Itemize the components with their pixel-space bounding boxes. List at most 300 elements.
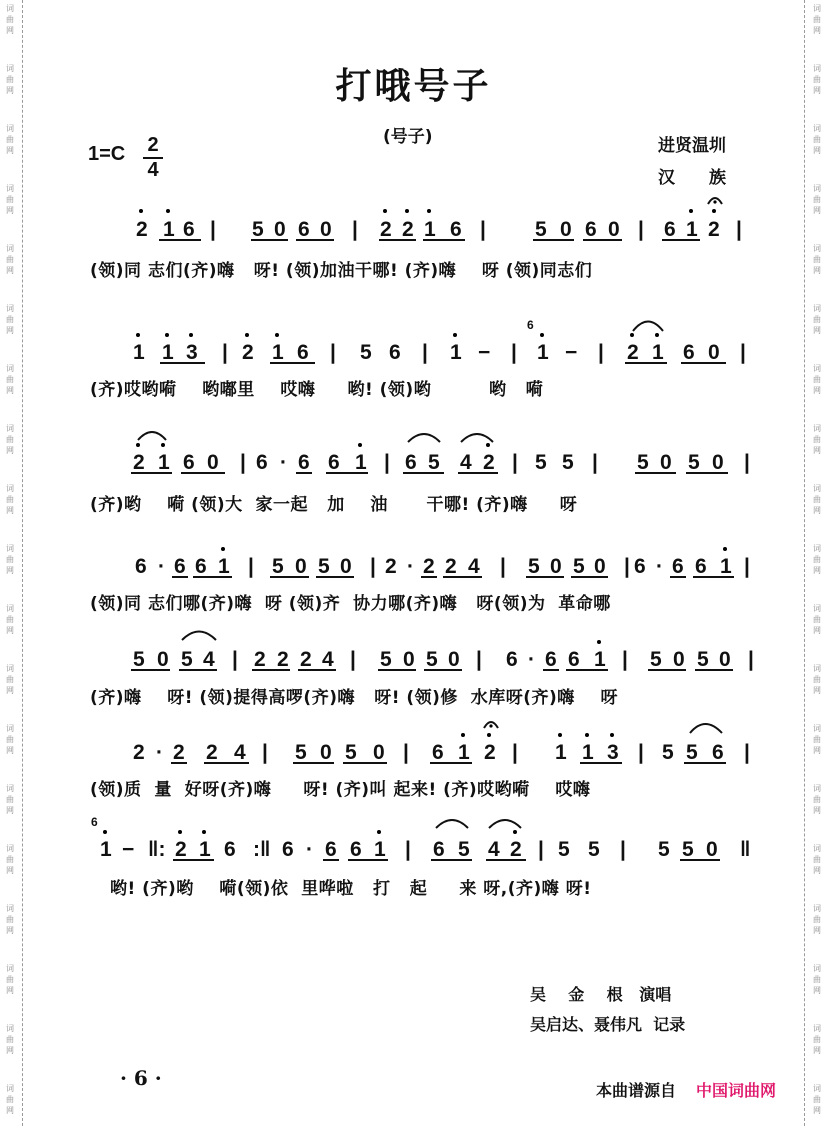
svg-text:5: 5 <box>528 555 540 578</box>
right-watermark-glyph: 词 <box>813 964 821 973</box>
svg-text:3: 3 <box>607 741 619 764</box>
svg-text:|: | <box>500 555 506 578</box>
svg-text:1: 1 <box>594 648 606 671</box>
recorder-credit: 吴启达、聂伟凡 记录 <box>530 1015 686 1034</box>
left-watermark-glyph: 曲 <box>6 1095 14 1104</box>
svg-text:|: | <box>405 838 411 861</box>
svg-text:|: | <box>476 648 482 671</box>
lyric-line-6: (领)质 量 好呀(齐)嗨 呀! (齐)叫 起来! (齐)哎哟嗬 哎嗨 <box>90 780 591 800</box>
left-watermark-glyph: 网 <box>6 266 14 275</box>
left-watermark-glyph: 词 <box>6 544 14 553</box>
svg-text:0: 0 <box>706 838 718 861</box>
svg-text:|: | <box>512 451 518 474</box>
svg-text:0: 0 <box>719 648 731 671</box>
right-watermark-glyph: 网 <box>813 146 821 155</box>
svg-text:4: 4 <box>203 648 215 671</box>
left-watermark-glyph: 曲 <box>6 1035 14 1044</box>
svg-text:|: | <box>748 648 754 671</box>
right-watermark-glyph: 曲 <box>813 615 821 624</box>
svg-text:·: · <box>280 451 287 474</box>
right-watermark-glyph: 词 <box>813 1024 821 1033</box>
svg-text:0: 0 <box>295 555 307 578</box>
svg-text:1: 1 <box>424 218 436 241</box>
svg-text:5: 5 <box>426 648 438 671</box>
right-watermark-glyph: 词 <box>813 304 821 313</box>
left-watermark-glyph: 网 <box>6 206 14 215</box>
left-watermark-glyph: 网 <box>6 26 14 35</box>
right-watermark-glyph: 词 <box>813 184 821 193</box>
left-watermark-glyph: 曲 <box>6 915 14 924</box>
svg-text:|: | <box>638 741 644 764</box>
svg-text:0: 0 <box>708 341 720 364</box>
svg-text:6: 6 <box>506 648 518 671</box>
singer-credit: 吴 金 根 演唱 <box>530 985 672 1004</box>
left-watermark-glyph: 词 <box>6 844 14 853</box>
svg-text:|: | <box>352 218 358 241</box>
right-watermark-glyph: 网 <box>813 566 821 575</box>
svg-text:0: 0 <box>320 218 332 241</box>
svg-text:‖:: ‖: <box>148 838 166 861</box>
svg-text:5: 5 <box>380 648 392 671</box>
svg-text:5: 5 <box>662 741 674 764</box>
svg-text:0: 0 <box>448 648 460 671</box>
left-watermark-glyph: 曲 <box>6 555 14 564</box>
svg-text:6: 6 <box>325 838 337 861</box>
svg-text:6: 6 <box>195 555 207 578</box>
left-watermark-glyph: 词 <box>6 904 14 913</box>
svg-text:1: 1 <box>450 341 462 364</box>
svg-text:−: − <box>565 341 578 364</box>
right-watermark-glyph: 词 <box>813 124 821 133</box>
right-watermark-glyph: 词 <box>813 784 821 793</box>
svg-text:3: 3 <box>186 341 198 364</box>
left-watermark-glyph: 词 <box>6 304 14 313</box>
notation-row-1 <box>136 198 742 241</box>
lyric-line-5: (齐)嗨 呀! (领)提得高啰(齐)嗨 呀! (领)修 水库呀(齐)嗨 呀 <box>90 688 618 708</box>
svg-text:|: | <box>480 218 486 241</box>
right-watermark-glyph: 曲 <box>813 915 821 924</box>
left-watermark-glyph: 词 <box>6 4 14 13</box>
svg-text:|: | <box>240 451 246 474</box>
right-watermark-glyph: 曲 <box>813 195 821 204</box>
song-origin: 进贤温圳 <box>658 136 726 156</box>
left-watermark-glyph: 词 <box>6 604 14 613</box>
right-watermark-glyph: 网 <box>813 1046 821 1055</box>
svg-text:2: 2 <box>708 218 720 241</box>
svg-text:|: | <box>511 341 517 364</box>
svg-text:6: 6 <box>527 318 534 332</box>
right-watermark-glyph: 网 <box>813 206 821 215</box>
svg-text:0: 0 <box>157 648 169 671</box>
svg-text:6: 6 <box>683 341 695 364</box>
right-watermark-glyph: 词 <box>813 364 821 373</box>
svg-text:|: | <box>740 341 746 364</box>
svg-text:|: | <box>232 648 238 671</box>
right-watermark-glyph: 曲 <box>813 795 821 804</box>
svg-text:6: 6 <box>328 451 340 474</box>
svg-text:5: 5 <box>573 555 585 578</box>
right-watermark-glyph: 网 <box>813 26 821 35</box>
svg-text:6: 6 <box>664 218 676 241</box>
left-watermark-glyph: 词 <box>6 724 14 733</box>
svg-text:5: 5 <box>688 451 700 474</box>
svg-text:6: 6 <box>350 838 362 861</box>
svg-text:·: · <box>306 838 313 861</box>
left-watermark-glyph: 网 <box>6 1046 14 1055</box>
svg-text:1: 1 <box>582 741 594 764</box>
left-watermark-glyph: 词 <box>6 664 14 673</box>
svg-text:6: 6 <box>450 218 462 241</box>
left-watermark-glyph: 词 <box>6 64 14 73</box>
left-watermark-glyph: 词 <box>6 244 14 253</box>
svg-text:2: 2 <box>483 451 495 474</box>
svg-text:|: | <box>370 555 376 578</box>
svg-text:6: 6 <box>183 451 195 474</box>
svg-text:5: 5 <box>686 741 698 764</box>
left-watermark-glyph: 曲 <box>6 675 14 684</box>
svg-text:1: 1 <box>162 341 174 364</box>
time-signature-denominator: 4 <box>147 159 159 181</box>
left-watermark-glyph: 网 <box>6 386 14 395</box>
svg-text:5: 5 <box>682 838 694 861</box>
right-watermark-glyph: 网 <box>813 866 821 875</box>
svg-text:1: 1 <box>720 555 732 578</box>
left-watermark-glyph: 词 <box>6 1084 14 1093</box>
left-watermark-glyph: 网 <box>6 446 14 455</box>
svg-text::‖: :‖ <box>253 838 271 861</box>
svg-text:6: 6 <box>585 218 597 241</box>
right-watermark-glyph: 词 <box>813 424 821 433</box>
lyric-line-1: (领)同 志们(齐)嗨 呀! (领)加油干哪! (齐)嗨 呀 (领)同志们 <box>90 261 593 281</box>
svg-text:5: 5 <box>562 451 574 474</box>
svg-text:6: 6 <box>695 555 707 578</box>
svg-text:2: 2 <box>385 555 397 578</box>
svg-text:1: 1 <box>555 741 567 764</box>
svg-text:0: 0 <box>560 218 572 241</box>
left-watermark-glyph: 曲 <box>6 255 14 264</box>
svg-text:2: 2 <box>136 218 148 241</box>
right-watermark-glyph: 词 <box>813 604 821 613</box>
left-watermark-glyph: 网 <box>6 146 14 155</box>
svg-text:6: 6 <box>183 218 195 241</box>
svg-text:|: | <box>210 218 216 241</box>
svg-text:2: 2 <box>445 555 457 578</box>
right-watermark-glyph: 词 <box>813 544 821 553</box>
svg-text:5: 5 <box>535 451 547 474</box>
right-watermark-glyph: 曲 <box>813 1035 821 1044</box>
left-watermark-glyph: 网 <box>6 686 14 695</box>
right-watermark-glyph: 词 <box>813 1084 821 1093</box>
svg-text:0: 0 <box>660 451 672 474</box>
svg-text:5: 5 <box>252 218 264 241</box>
notation-row-3 <box>131 432 750 474</box>
left-watermark-glyph: 曲 <box>6 975 14 984</box>
svg-text:2: 2 <box>173 741 185 764</box>
right-watermark-glyph: 曲 <box>813 675 821 684</box>
svg-text:5: 5 <box>658 838 670 861</box>
right-watermark-glyph: 词 <box>813 724 821 733</box>
svg-text:0: 0 <box>608 218 620 241</box>
notation-row-5 <box>131 632 754 672</box>
svg-text:6: 6 <box>256 451 268 474</box>
svg-text:2: 2 <box>300 648 312 671</box>
svg-text:1: 1 <box>133 341 145 364</box>
left-watermark-glyph: 曲 <box>6 315 14 324</box>
left-watermark-glyph: 曲 <box>6 615 14 624</box>
left-watermark-glyph: 曲 <box>6 855 14 864</box>
right-watermark-glyph: 曲 <box>813 315 821 324</box>
right-watermark-glyph: 词 <box>813 64 821 73</box>
right-watermark-glyph: 词 <box>813 244 821 253</box>
svg-text:0: 0 <box>340 555 352 578</box>
svg-text:−: − <box>122 838 135 861</box>
right-watermark-glyph: 词 <box>813 904 821 913</box>
right-watermark-glyph: 网 <box>813 446 821 455</box>
song-subtitle: (号子) <box>383 127 433 147</box>
svg-text:4: 4 <box>322 648 334 671</box>
left-watermark-glyph: 网 <box>6 806 14 815</box>
right-watermark-glyph: 曲 <box>813 495 821 504</box>
svg-text:1: 1 <box>199 838 211 861</box>
lyric-line-3: (齐)哟 嗬 (领)大 家一起 加 油 干哪! (齐)嗨 呀 <box>90 495 578 515</box>
notation-row-6 <box>133 722 750 764</box>
svg-text:·: · <box>158 555 165 578</box>
svg-text:|: | <box>422 341 428 364</box>
svg-text:·: · <box>656 555 663 578</box>
svg-text:0: 0 <box>320 741 332 764</box>
svg-text:|: | <box>744 741 750 764</box>
right-watermark-glyph: 曲 <box>813 375 821 384</box>
left-watermark-glyph: 曲 <box>6 795 14 804</box>
left-watermark-glyph: 曲 <box>6 195 14 204</box>
svg-text:|: | <box>620 838 626 861</box>
svg-text:2: 2 <box>206 741 218 764</box>
song-ethnicity: 汉 族 <box>658 168 726 188</box>
right-watermark-glyph: 网 <box>813 806 821 815</box>
svg-text:6: 6 <box>712 741 724 764</box>
svg-text:5: 5 <box>428 451 440 474</box>
right-watermark-glyph: 曲 <box>813 255 821 264</box>
left-watermark-glyph: 词 <box>6 184 14 193</box>
left-watermark-glyph: 曲 <box>6 15 14 24</box>
right-watermark-glyph: 词 <box>813 4 821 13</box>
svg-text:−: − <box>478 341 491 364</box>
svg-text:2: 2 <box>242 341 254 364</box>
svg-text:5: 5 <box>697 648 709 671</box>
svg-text:|: | <box>744 451 750 474</box>
page-number: · 6 · <box>120 1066 162 1090</box>
source-brand-link[interactable]: 中国词曲网 <box>696 1081 777 1100</box>
left-watermark-glyph: 词 <box>6 364 14 373</box>
svg-text:6: 6 <box>282 838 294 861</box>
svg-text:5: 5 <box>318 555 330 578</box>
svg-text:1: 1 <box>355 451 367 474</box>
right-watermark-glyph: 网 <box>813 626 821 635</box>
left-watermark-glyph: 网 <box>6 506 14 515</box>
lyric-line-4: (领)同 志们哪(齐)嗨 呀 (领)齐 协力哪(齐)嗨 呀(领)为 革命哪 <box>90 594 611 614</box>
svg-text:2: 2 <box>254 648 266 671</box>
right-watermark-glyph: 网 <box>813 86 821 95</box>
svg-text:|: | <box>538 838 544 861</box>
svg-text:2: 2 <box>133 451 145 474</box>
svg-text:|: | <box>624 555 630 578</box>
left-watermark-glyph: 词 <box>6 964 14 973</box>
svg-text:6: 6 <box>174 555 186 578</box>
svg-text:0: 0 <box>712 451 724 474</box>
svg-text:1: 1 <box>652 341 664 364</box>
svg-text:2: 2 <box>277 648 289 671</box>
svg-text:·: · <box>528 648 535 671</box>
svg-text:4: 4 <box>488 838 500 861</box>
left-watermark-glyph: 网 <box>6 1106 14 1115</box>
svg-text:|: | <box>384 451 390 474</box>
left-watermark-glyph: 曲 <box>6 735 14 744</box>
notation-row-2 <box>133 318 746 364</box>
left-watermark-glyph: 词 <box>6 424 14 433</box>
source-attribution <box>596 1078 776 1101</box>
svg-text:0: 0 <box>274 218 286 241</box>
left-watermark-glyph: 网 <box>6 566 14 575</box>
right-watermark-glyph: 网 <box>813 686 821 695</box>
svg-text:4: 4 <box>468 555 480 578</box>
right-watermark-glyph: 曲 <box>813 555 821 564</box>
svg-text:5: 5 <box>272 555 284 578</box>
svg-text:2: 2 <box>423 555 435 578</box>
svg-text:|: | <box>598 341 604 364</box>
lyric-line-7: 哟! (齐)哟 嗬(领)依 里哗啦 打 起 来 呀,(齐)嗨 呀! <box>110 879 592 899</box>
svg-text:|: | <box>248 555 254 578</box>
svg-text:|: | <box>403 741 409 764</box>
svg-text:6: 6 <box>672 555 684 578</box>
svg-text:2: 2 <box>175 838 187 861</box>
svg-text:1: 1 <box>458 741 470 764</box>
svg-text:6: 6 <box>298 451 310 474</box>
left-watermark-glyph: 词 <box>6 784 14 793</box>
svg-text:0: 0 <box>207 451 219 474</box>
svg-text:5: 5 <box>535 218 547 241</box>
svg-text:2: 2 <box>510 838 522 861</box>
svg-text:2: 2 <box>484 741 496 764</box>
svg-text:5: 5 <box>345 741 357 764</box>
svg-text:|: | <box>350 648 356 671</box>
svg-text:0: 0 <box>594 555 606 578</box>
svg-text:·: · <box>407 555 414 578</box>
right-watermark-glyph: 曲 <box>813 975 821 984</box>
left-watermark-glyph: 曲 <box>6 495 14 504</box>
svg-text:1: 1 <box>163 218 175 241</box>
left-watermark-glyph: 网 <box>6 626 14 635</box>
left-watermark-glyph: 曲 <box>6 135 14 144</box>
right-watermark-glyph: 曲 <box>813 135 821 144</box>
right-watermark-glyph: 网 <box>813 506 821 515</box>
svg-text:6: 6 <box>91 815 98 829</box>
right-watermark-glyph: 曲 <box>813 1095 821 1104</box>
svg-text:5: 5 <box>133 648 145 671</box>
left-watermark-glyph: 曲 <box>6 75 14 84</box>
svg-text:|: | <box>222 341 228 364</box>
svg-text:5: 5 <box>181 648 193 671</box>
svg-text:6: 6 <box>568 648 580 671</box>
svg-text:1: 1 <box>158 451 170 474</box>
svg-text:0: 0 <box>550 555 562 578</box>
svg-text:0: 0 <box>373 741 385 764</box>
svg-text:0: 0 <box>673 648 685 671</box>
svg-text:·: · <box>156 741 163 764</box>
svg-text:|: | <box>744 555 750 578</box>
svg-text:2: 2 <box>133 741 145 764</box>
right-watermark-glyph: 曲 <box>813 855 821 864</box>
svg-text:5: 5 <box>558 838 570 861</box>
left-watermark-glyph: 词 <box>6 124 14 133</box>
svg-text:1: 1 <box>537 341 549 364</box>
right-watermark-glyph: 网 <box>813 386 821 395</box>
left-watermark-glyph: 网 <box>6 986 14 995</box>
right-watermark-glyph: 网 <box>813 986 821 995</box>
svg-text:2: 2 <box>380 218 392 241</box>
svg-text:|: | <box>638 218 644 241</box>
right-watermark-glyph: 网 <box>813 1106 821 1115</box>
right-watermark-glyph: 网 <box>813 326 821 335</box>
svg-text:6: 6 <box>224 838 236 861</box>
svg-text:1: 1 <box>686 218 698 241</box>
right-watermark-glyph: 网 <box>813 266 821 275</box>
svg-text:5: 5 <box>650 648 662 671</box>
left-watermark-glyph: 网 <box>6 86 14 95</box>
right-watermark-glyph: 网 <box>813 926 821 935</box>
svg-text:1: 1 <box>218 555 230 578</box>
svg-text:4: 4 <box>460 451 472 474</box>
svg-text:|: | <box>330 341 336 364</box>
right-watermark-glyph: 曲 <box>813 75 821 84</box>
right-watermark-glyph: 词 <box>813 484 821 493</box>
svg-text:2: 2 <box>402 218 414 241</box>
svg-text:6: 6 <box>298 218 310 241</box>
svg-text:6: 6 <box>297 341 309 364</box>
left-watermark-glyph: 网 <box>6 866 14 875</box>
svg-text:5: 5 <box>295 741 307 764</box>
source-prefix: 本曲谱源自 <box>596 1081 677 1100</box>
svg-text:|: | <box>736 218 742 241</box>
svg-text:2: 2 <box>627 341 639 364</box>
left-watermark-glyph: 词 <box>6 1024 14 1033</box>
svg-text:6: 6 <box>432 741 444 764</box>
key-signature: 1=C <box>88 143 126 165</box>
song-title: 打哦号子 <box>335 66 492 107</box>
svg-text:5: 5 <box>458 838 470 861</box>
left-watermark-glyph: 词 <box>6 484 14 493</box>
right-watermark-glyph: 词 <box>813 664 821 673</box>
svg-text:6: 6 <box>433 838 445 861</box>
svg-text:0: 0 <box>403 648 415 671</box>
svg-text:5: 5 <box>360 341 372 364</box>
right-watermark-glyph: 曲 <box>813 735 821 744</box>
svg-text:6: 6 <box>545 648 557 671</box>
right-watermark-glyph: 网 <box>813 746 821 755</box>
svg-text:1: 1 <box>100 838 112 861</box>
svg-text:6: 6 <box>389 341 401 364</box>
notation-row-4 <box>135 547 750 578</box>
svg-text:6: 6 <box>135 555 147 578</box>
svg-text:4: 4 <box>234 741 246 764</box>
time-signature-numerator: 2 <box>143 134 163 159</box>
svg-text:|: | <box>512 741 518 764</box>
svg-text:6: 6 <box>405 451 417 474</box>
right-watermark-glyph: 曲 <box>813 435 821 444</box>
notation-row-7 <box>91 815 750 861</box>
svg-text:|: | <box>592 451 598 474</box>
svg-text:‖: ‖ <box>740 838 751 861</box>
svg-text:5: 5 <box>588 838 600 861</box>
